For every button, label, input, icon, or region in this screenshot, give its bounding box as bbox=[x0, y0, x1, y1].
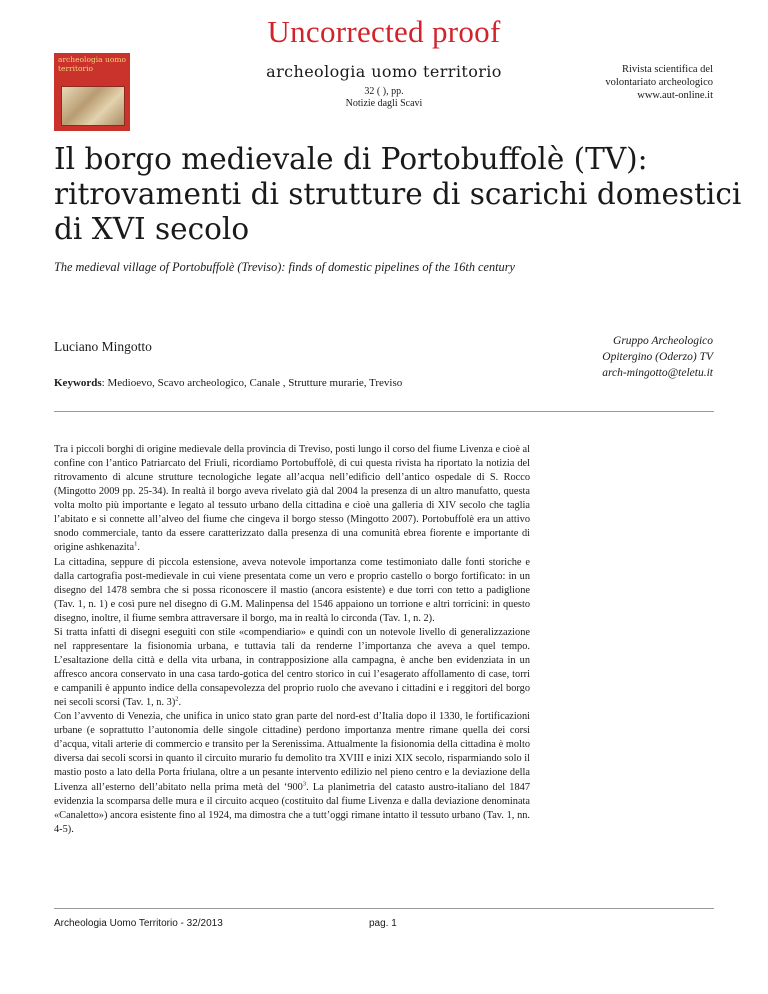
uncorrected-proof-label: Uncorrected proof bbox=[267, 14, 501, 49]
page-number: pag. 1 bbox=[369, 918, 397, 929]
footnote-ref-3[interactable]: 3 bbox=[302, 780, 307, 788]
body-paragraph: Si tratta infatti di disegni eseguiti con stile «compendiario» e quindi con un notevole livello di generalizzazione nel rappresentare la fisionomia urbana, e tuttavia tali da renderne l’importanza che aveva a quel tempo. L’esaltazione della città e della vita urbana, in contrapposizione alla campagna, è anche ben evidenziata in un affresco ancora conservato in una casa tardo-gotica del centro storico in cui l’esagerato affollamento di case, torri e campanili è appunto indice della consapevolezza del proprio ruolo che avevano i cittadini e i reggitori del borgo nei secoli scorsi (Tav. 1, n. 3)$^2$. bbox=[54, 626, 530, 709]
keywords bbox=[54, 377, 402, 389]
journal-name: archeologia uomo territorio bbox=[266, 62, 502, 81]
footnote-ref-1[interactable]: 1 bbox=[134, 541, 138, 548]
journal-desc-line-2: volontariato archeologico bbox=[605, 77, 713, 88]
header-divider bbox=[54, 411, 714, 412]
footer-divider bbox=[54, 908, 714, 909]
section-name: Notizie dagli Scavi bbox=[345, 98, 423, 109]
article-title bbox=[54, 142, 741, 247]
keywords-list: : Medioevo, Scavo archeologico, Canale , Strutture murarie, Treviso bbox=[101, 377, 403, 389]
keywords-label: Keywords bbox=[54, 377, 102, 389]
author-affiliation bbox=[602, 333, 713, 381]
article-subtitle: The medieval village of Portobuffolè (Treviso): finds of domestic pipelines of the 16th century bbox=[54, 260, 515, 274]
title-line-1: Il borgo medievale di Portobuffolè (TV): bbox=[54, 142, 648, 176]
author-name: Luciano Mingotto bbox=[54, 339, 152, 354]
cover-title: archeologia uomo territorio bbox=[58, 55, 126, 73]
issue-line: 32 ( ), pp. bbox=[364, 86, 404, 97]
journal-website-link[interactable]: www.aut-online.it bbox=[637, 90, 713, 101]
affiliation-line-1: Gruppo Archeologico bbox=[613, 335, 713, 347]
journal-desc-line-1: Rivista scientifica del bbox=[622, 64, 713, 75]
body-paragraph: Tra i piccoli borghi di origine medievale della provincia di Treviso, posti lungo il corso del fiume Livenza e cioè al confine con l’antico Patriarcato del Friuli, ricordiamo Portobuffolè, di cui questa rivista ha riportato la notizia del ritrovamento di alcune strutture tecnologiche legate all’acqua nell’edificio dell’antico ospedale di S. Rocco (Mingotto 2009 pp. 25-34). In realtà il borgo aveva rivelato già dal 2004 la presenza di un altro manufatto, questa volta molto più importante e legato al tessuto urbano della cittadina e cioè una galleria di XIV secolo che taglia l’abitato e si connette all’alveo del fiume che cingeva il borgo stesso (Mingotto 2007). Portobuffolè era un attivo snodo commerciale, tanto da essere caratterizzato dalla presenza di una comunità ebrea fiorente e importante di origine ashkenazita$^1$. bbox=[54, 444, 530, 554]
affiliation-line-2: Opitergino (Oderzo) TV bbox=[602, 351, 713, 363]
body-paragraph: Con l’avvento di Venezia, che unifica in unico stato gran parte del nord-est d’Italia dopo il 1330, le fortificazioni urbane (e soprattutto l’autonomia delle singole cittadine) perdono importanza mentre rimane quella dei corsi d’acqua, vitali arterie di commercio e transito per la Serenissima. Attualmente la fisionomia della cittadina è molto diversa dai secoli scorsi in quanto il circuito murario fu demolito tra XVIII e inizi XIX secolo, risparmiando solo il mastio posto a lato della Porta friulana, oltre a un pesante intervento edilizio nel pieno centro e la deviazione della Livenza all’esterno dell’abitato nella prima metà del ‘$900^3$. La planimetria del catasto austro-italiano del 1847 evidenzia la scomparsa delle mura e il circuito acqueo (costituito dal fiume Livenza e dalla deviazione denominata «Canaletto») ancora esistente fino al 1924, ma dimostra che a tutt’oggi rimane intatto il tessuto urbano (Tav. 1, nn. 4-5). bbox=[54, 711, 530, 835]
title-line-3: di XVI secolo bbox=[54, 212, 250, 246]
author-email-link[interactable]: arch-mingotto@teletu.it bbox=[602, 367, 713, 379]
footer-journal: Archeologia Uomo Territorio - 32/2013 bbox=[54, 918, 223, 929]
article-body bbox=[54, 443, 530, 837]
footnote-ref-2[interactable]: 2 bbox=[175, 695, 179, 703]
body-paragraph: La cittadina, seppure di piccola estensione, aveva notevole importanza come testimoniato dalle fonti storiche e dalla cartografia post-medievale in cui viene presentata come un vero e proprio castello o borgo fortificato: in un disegno del 1478 sembra che si possa riconoscere il mastio (ancora esistente) e due torri con tetto a padiglione (Tav. 1, n. 1) e così pure nel disegno di G.M. Malinpensa del 1546 appaiono un torrione e altri torricini: in questo disegno, inoltre, il fiume sembra attraversare il borgo, ma in realtà lo circonda (Tav. 1, n. 2). bbox=[54, 556, 530, 624]
title-line-2: ritrovamenti di strutture di scarichi domestici bbox=[54, 177, 742, 211]
journal-description bbox=[605, 63, 713, 102]
